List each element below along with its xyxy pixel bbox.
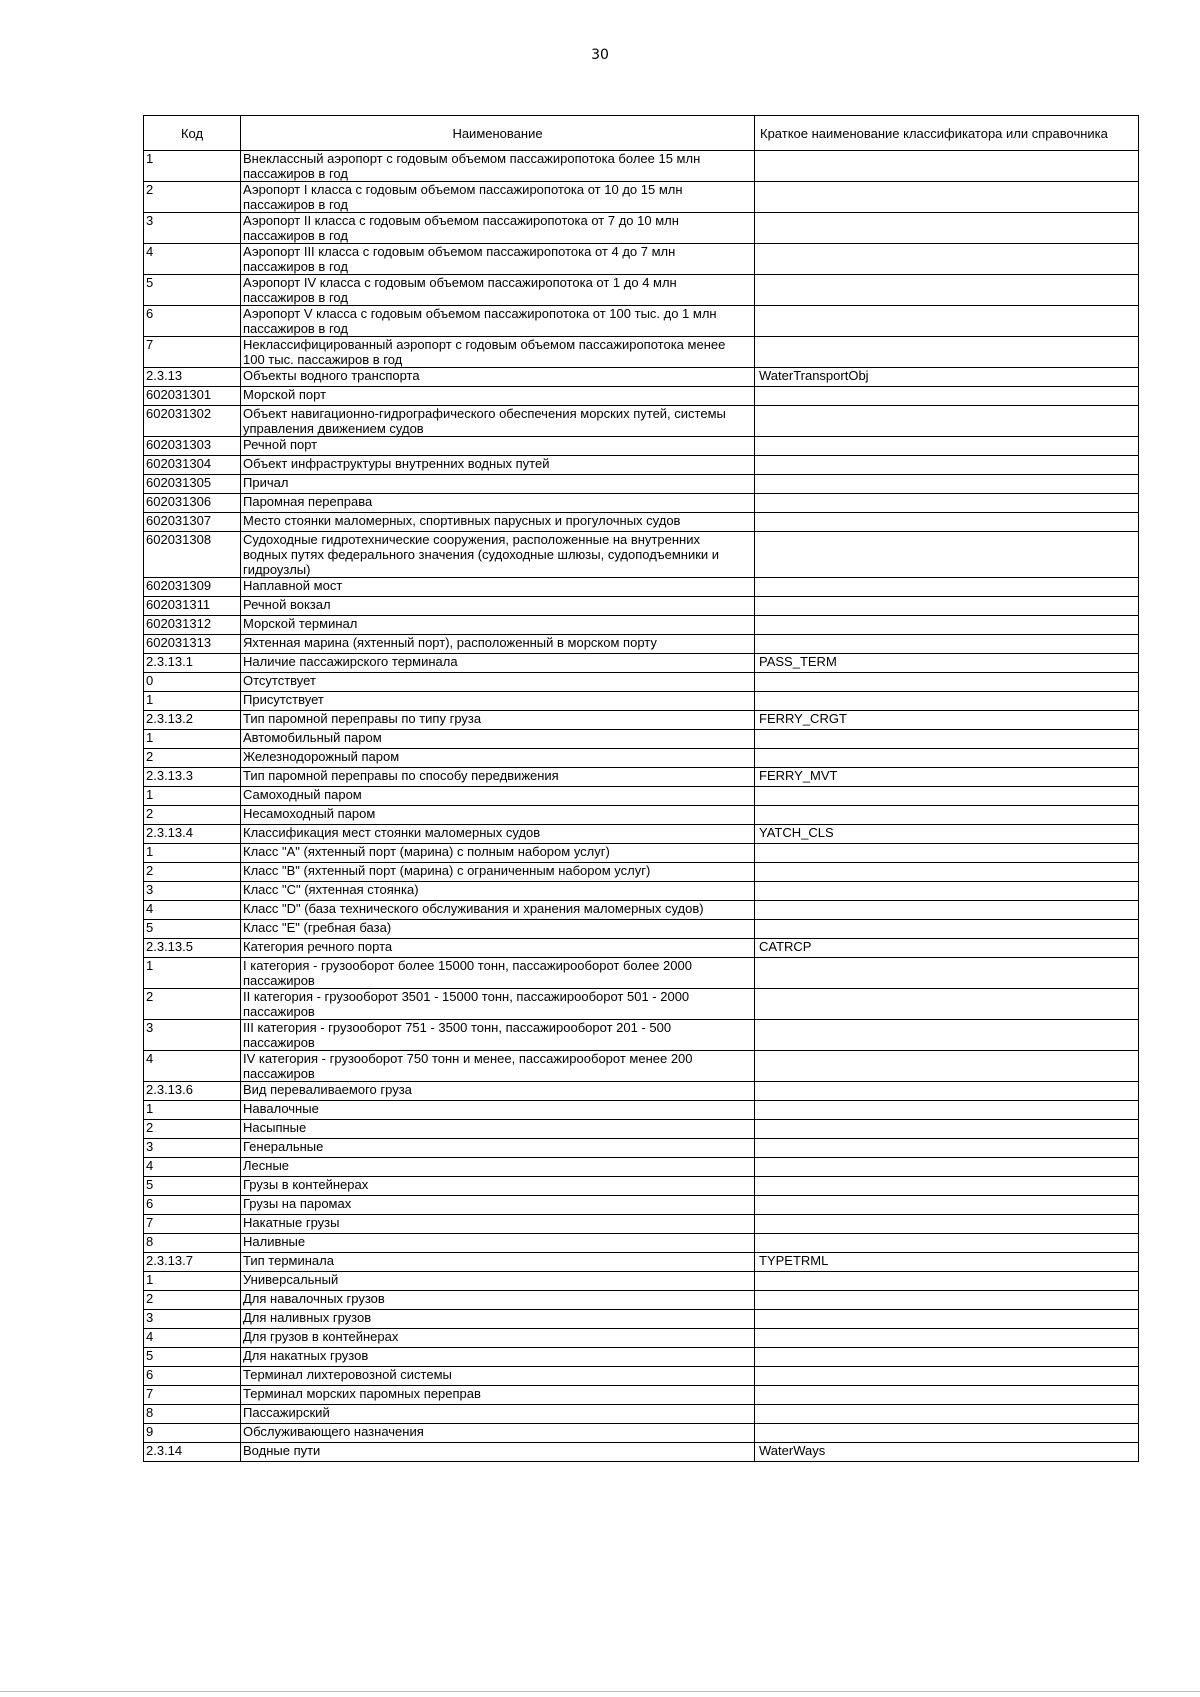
table-row <box>144 244 1139 275</box>
name-cell: Для грузов в контейнерах <box>241 1329 755 1348</box>
name-cell: Объект навигационно-гидрографического обеспечения морских путей, системы управления движением судов <box>241 406 755 437</box>
name-cell: Терминал лихтеровозной системы <box>241 1367 755 1386</box>
code-cell: 9 <box>144 1424 241 1443</box>
name-cell: Аэропорт I класса с годовым объемом пассажиропотока от 10 до 15 млн пассажиров в год <box>241 182 755 213</box>
name-cell: Тип паромной переправы по способу передвижения <box>241 768 755 787</box>
short-name-cell <box>755 494 1139 513</box>
short-name-cell <box>755 387 1139 406</box>
short-name-cell <box>755 844 1139 863</box>
code-cell: 1 <box>144 730 241 749</box>
short-name-cell <box>755 1215 1139 1234</box>
header-code: Код <box>144 116 241 151</box>
short-name-cell <box>755 1020 1139 1051</box>
table-row <box>144 806 1139 825</box>
table-row <box>144 1310 1139 1329</box>
page-number: 30 <box>591 47 609 63</box>
name-cell: Отсутствует <box>241 673 755 692</box>
table-row <box>144 275 1139 306</box>
table-body <box>144 151 1139 1462</box>
short-name-cell <box>755 692 1139 711</box>
table-row <box>144 673 1139 692</box>
table-row <box>144 456 1139 475</box>
short-name-cell <box>755 882 1139 901</box>
code-cell: 6 <box>144 1367 241 1386</box>
short-name-cell <box>755 1177 1139 1196</box>
table-row <box>144 1177 1139 1196</box>
name-cell: Наливные <box>241 1234 755 1253</box>
name-cell: Присутствует <box>241 692 755 711</box>
code-cell: 602031313 <box>144 635 241 654</box>
table-row <box>144 616 1139 635</box>
table-row <box>144 1424 1139 1443</box>
short-name-cell <box>755 1329 1139 1348</box>
short-name-cell: WaterTransportObj <box>755 368 1139 387</box>
table-row <box>144 532 1139 578</box>
name-cell: Объект инфраструктуры внутренних водных путей <box>241 456 755 475</box>
short-name-cell <box>755 1291 1139 1310</box>
short-name-cell <box>755 306 1139 337</box>
code-cell: 602031305 <box>144 475 241 494</box>
name-cell: Несамоходный паром <box>241 806 755 825</box>
code-cell: 8 <box>144 1234 241 1253</box>
code-cell: 1 <box>144 958 241 989</box>
name-cell: Универсальный <box>241 1272 755 1291</box>
table-row <box>144 1082 1139 1101</box>
code-cell: 2.3.13.3 <box>144 768 241 787</box>
code-cell: 2.3.13.2 <box>144 711 241 730</box>
code-cell: 602031307 <box>144 513 241 532</box>
short-name-cell <box>755 182 1139 213</box>
name-cell: Класс "C" (яхтенная стоянка) <box>241 882 755 901</box>
code-cell: 602031302 <box>144 406 241 437</box>
short-name-cell: WaterWays <box>755 1443 1139 1462</box>
short-name-cell <box>755 920 1139 939</box>
table-row <box>144 1196 1139 1215</box>
code-cell: 3 <box>144 1310 241 1329</box>
name-cell: Морской порт <box>241 387 755 406</box>
code-cell: 1 <box>144 1101 241 1120</box>
code-cell: 3 <box>144 213 241 244</box>
short-name-cell <box>755 475 1139 494</box>
code-cell: 5 <box>144 275 241 306</box>
name-cell: Вид переваливаемого груза <box>241 1082 755 1101</box>
code-cell: 3 <box>144 1139 241 1158</box>
name-cell: Аэропорт II класса с годовым объемом пассажиропотока от 7 до 10 млн пассажиров в год <box>241 213 755 244</box>
short-name-cell <box>755 787 1139 806</box>
code-cell: 1 <box>144 1272 241 1291</box>
code-cell: 7 <box>144 337 241 368</box>
name-cell: Грузы в контейнерах <box>241 1177 755 1196</box>
table-row <box>144 692 1139 711</box>
code-cell: 1 <box>144 844 241 863</box>
short-name-cell <box>755 1082 1139 1101</box>
name-cell: Классификация мест стоянки маломерных судов <box>241 825 755 844</box>
table-row <box>144 901 1139 920</box>
code-cell: 0 <box>144 673 241 692</box>
code-cell: 8 <box>144 1405 241 1424</box>
table-row <box>144 825 1139 844</box>
name-cell: Накатные грузы <box>241 1215 755 1234</box>
table-row <box>144 1120 1139 1139</box>
name-cell: Самоходный паром <box>241 787 755 806</box>
code-cell: 3 <box>144 882 241 901</box>
short-name-cell <box>755 1196 1139 1215</box>
name-cell: Автомобильный паром <box>241 730 755 749</box>
short-name-cell <box>755 1234 1139 1253</box>
table-row <box>144 597 1139 616</box>
code-cell: 4 <box>144 1329 241 1348</box>
name-cell: Судоходные гидротехнические сооружения, расположенные на внутренних водных путях федерального значения (судоходные шлюзы, судоподъемники и гидроузлы) <box>241 532 755 578</box>
code-cell: 602031306 <box>144 494 241 513</box>
name-cell: Лесные <box>241 1158 755 1177</box>
code-cell: 5 <box>144 920 241 939</box>
name-cell: Аэропорт III класса с годовым объемом пассажиропотока от 4 до 7 млн пассажиров в год <box>241 244 755 275</box>
short-name-cell <box>755 635 1139 654</box>
code-cell: 2.3.13.1 <box>144 654 241 673</box>
short-name-cell <box>755 1310 1139 1329</box>
name-cell: Пассажирский <box>241 1405 755 1424</box>
short-name-cell <box>755 1101 1139 1120</box>
name-cell: Тип терминала <box>241 1253 755 1272</box>
table-row <box>144 337 1139 368</box>
code-cell: 6 <box>144 306 241 337</box>
code-cell: 4 <box>144 901 241 920</box>
short-name-cell <box>755 244 1139 275</box>
code-cell: 2 <box>144 863 241 882</box>
table-row <box>144 730 1139 749</box>
table-row <box>144 437 1139 456</box>
name-cell: Категория речного порта <box>241 939 755 958</box>
table-row <box>144 368 1139 387</box>
short-name-cell <box>755 437 1139 456</box>
short-name-cell <box>755 337 1139 368</box>
name-cell: Место стоянки маломерных, спортивных парусных и прогулочных судов <box>241 513 755 532</box>
short-name-cell <box>755 1405 1139 1424</box>
table-row <box>144 1215 1139 1234</box>
short-name-cell: FERRY_MVT <box>755 768 1139 787</box>
table-row <box>144 213 1139 244</box>
code-cell: 2 <box>144 806 241 825</box>
table-row <box>144 1234 1139 1253</box>
short-name-cell <box>755 1139 1139 1158</box>
short-name-cell <box>755 406 1139 437</box>
short-name-cell <box>755 863 1139 882</box>
header-short-name: Краткое наименование классификатора или справочника <box>755 116 1139 151</box>
name-cell: Причал <box>241 475 755 494</box>
short-name-cell <box>755 806 1139 825</box>
code-cell: 5 <box>144 1177 241 1196</box>
code-cell: 4 <box>144 1051 241 1082</box>
code-cell: 5 <box>144 1348 241 1367</box>
code-cell: 4 <box>144 244 241 275</box>
code-cell: 3 <box>144 1020 241 1051</box>
name-cell: Обслуживающего назначения <box>241 1424 755 1443</box>
name-cell: Аэропорт V класса с годовым объемом пассажиропотока от 100 тыс. до 1 млн пассажиров в год <box>241 306 755 337</box>
name-cell: Речной порт <box>241 437 755 456</box>
name-cell: Наличие пассажирского терминала <box>241 654 755 673</box>
table-row <box>144 1101 1139 1120</box>
table-row <box>144 768 1139 787</box>
name-cell: Тип паромной переправы по типу груза <box>241 711 755 730</box>
table-row <box>144 1020 1139 1051</box>
short-name-cell <box>755 1158 1139 1177</box>
table-row <box>144 1291 1139 1310</box>
name-cell: Водные пути <box>241 1443 755 1462</box>
code-cell: 1 <box>144 787 241 806</box>
short-name-cell <box>755 1348 1139 1367</box>
table-row <box>144 513 1139 532</box>
table-header <box>144 116 1139 151</box>
classifier-table <box>143 115 1139 1462</box>
name-cell: Объекты водного транспорта <box>241 368 755 387</box>
table-row <box>144 387 1139 406</box>
name-cell: Внеклассный аэропорт с годовым объемом пассажиропотока более 15 млн пассажиров в год <box>241 151 755 182</box>
table-row <box>144 1443 1139 1462</box>
short-name-cell <box>755 456 1139 475</box>
code-cell: 7 <box>144 1215 241 1234</box>
name-cell: Речной вокзал <box>241 597 755 616</box>
table-row <box>144 711 1139 730</box>
code-cell: 602031311 <box>144 597 241 616</box>
short-name-cell <box>755 151 1139 182</box>
code-cell: 2 <box>144 1120 241 1139</box>
code-cell: 2.3.13.5 <box>144 939 241 958</box>
name-cell: Класс "E" (гребная база) <box>241 920 755 939</box>
name-cell: Класс "B" (яхтенный порт (марина) с ограниченным набором услуг) <box>241 863 755 882</box>
table-row <box>144 882 1139 901</box>
table-row <box>144 989 1139 1020</box>
code-cell: 1 <box>144 692 241 711</box>
table-row <box>144 635 1139 654</box>
short-name-cell <box>755 901 1139 920</box>
short-name-cell <box>755 989 1139 1020</box>
name-cell: Грузы на паромах <box>241 1196 755 1215</box>
page-bottom-edge <box>0 1691 1200 1692</box>
table-row <box>144 182 1139 213</box>
short-name-cell <box>755 1272 1139 1291</box>
code-cell: 6 <box>144 1196 241 1215</box>
short-name-cell <box>755 1424 1139 1443</box>
name-cell: Навалочные <box>241 1101 755 1120</box>
short-name-cell <box>755 958 1139 989</box>
table-row <box>144 958 1139 989</box>
name-cell: Неклассифицированный аэропорт с годовым объемом пассажиропотока менее 100 тыс. пассажиров в год <box>241 337 755 368</box>
table-row <box>144 1253 1139 1272</box>
code-cell: 2.3.13 <box>144 368 241 387</box>
table-row <box>144 406 1139 437</box>
code-cell: 2 <box>144 989 241 1020</box>
table-row <box>144 654 1139 673</box>
code-cell: 602031301 <box>144 387 241 406</box>
name-cell: Наплавной мост <box>241 578 755 597</box>
table-row <box>144 1272 1139 1291</box>
short-name-cell <box>755 275 1139 306</box>
table-row <box>144 1158 1139 1177</box>
name-cell: Класс "D" (база технического обслуживания и хранения маломерных судов) <box>241 901 755 920</box>
short-name-cell: FERRY_CRGT <box>755 711 1139 730</box>
header-row <box>144 116 1139 151</box>
name-cell: III категория - грузооборот 751 - 3500 тонн, пассажирооборот 201 - 500 пассажиров <box>241 1020 755 1051</box>
name-cell: Для наливных грузов <box>241 1310 755 1329</box>
short-name-cell <box>755 1051 1139 1082</box>
short-name-cell <box>755 616 1139 635</box>
short-name-cell <box>755 749 1139 768</box>
code-cell: 2.3.13.7 <box>144 1253 241 1272</box>
name-cell: Насыпные <box>241 1120 755 1139</box>
code-cell: 602031304 <box>144 456 241 475</box>
short-name-cell <box>755 673 1139 692</box>
short-name-cell <box>755 730 1139 749</box>
short-name-cell <box>755 597 1139 616</box>
name-cell: II категория - грузооборот 3501 - 15000 тонн, пассажирооборот 501 - 2000 пассажиров <box>241 989 755 1020</box>
code-cell: 2.3.13.4 <box>144 825 241 844</box>
code-cell: 602031308 <box>144 532 241 578</box>
short-name-cell: PASS_TERM <box>755 654 1139 673</box>
header-name: Наименование <box>241 116 755 151</box>
name-cell: Паромная переправа <box>241 494 755 513</box>
short-name-cell <box>755 532 1139 578</box>
table-row <box>144 1405 1139 1424</box>
table-row <box>144 749 1139 768</box>
code-cell: 7 <box>144 1386 241 1405</box>
table-row <box>144 1051 1139 1082</box>
name-cell: I категория - грузооборот более 15000 тонн, пассажирооборот более 2000 пассажиров <box>241 958 755 989</box>
name-cell: Морской терминал <box>241 616 755 635</box>
code-cell: 2 <box>144 1291 241 1310</box>
short-name-cell <box>755 1120 1139 1139</box>
table-row <box>144 1386 1139 1405</box>
table-row <box>144 306 1139 337</box>
short-name-cell: TYPETRML <box>755 1253 1139 1272</box>
name-cell: IV категория - грузооборот 750 тонн и менее, пассажирооборот менее 200 пассажиров <box>241 1051 755 1082</box>
name-cell: Аэропорт IV класса с годовым объемом пассажиропотока от 1 до 4 млн пассажиров в год <box>241 275 755 306</box>
code-cell: 602031303 <box>144 437 241 456</box>
table-row <box>144 939 1139 958</box>
short-name-cell <box>755 578 1139 597</box>
table-row <box>144 787 1139 806</box>
name-cell: Яхтенная марина (яхтенный порт), расположенный в морском порту <box>241 635 755 654</box>
table-row <box>144 578 1139 597</box>
table-row <box>144 494 1139 513</box>
code-cell: 602031312 <box>144 616 241 635</box>
code-cell: 2.3.13.6 <box>144 1082 241 1101</box>
table-row <box>144 151 1139 182</box>
table-row <box>144 1348 1139 1367</box>
code-cell: 4 <box>144 1158 241 1177</box>
name-cell: Железнодорожный паром <box>241 749 755 768</box>
name-cell: Класс "A" (яхтенный порт (марина) с полным набором услуг) <box>241 844 755 863</box>
code-cell: 2 <box>144 182 241 213</box>
code-cell: 2 <box>144 749 241 768</box>
code-cell: 2.3.14 <box>144 1443 241 1462</box>
name-cell: Для накатных грузов <box>241 1348 755 1367</box>
table-row <box>144 1367 1139 1386</box>
short-name-cell: CATRCP <box>755 939 1139 958</box>
short-name-cell <box>755 1386 1139 1405</box>
table-row <box>144 1139 1139 1158</box>
short-name-cell: YATCH_CLS <box>755 825 1139 844</box>
name-cell: Терминал морских паромных переправ <box>241 1386 755 1405</box>
table-row <box>144 1329 1139 1348</box>
name-cell: Для навалочных грузов <box>241 1291 755 1310</box>
short-name-cell <box>755 513 1139 532</box>
table-row <box>144 475 1139 494</box>
code-cell: 1 <box>144 151 241 182</box>
name-cell: Генеральные <box>241 1139 755 1158</box>
table-row <box>144 863 1139 882</box>
short-name-cell <box>755 1367 1139 1386</box>
table-row <box>144 844 1139 863</box>
short-name-cell <box>755 213 1139 244</box>
code-cell: 602031309 <box>144 578 241 597</box>
table-row <box>144 920 1139 939</box>
